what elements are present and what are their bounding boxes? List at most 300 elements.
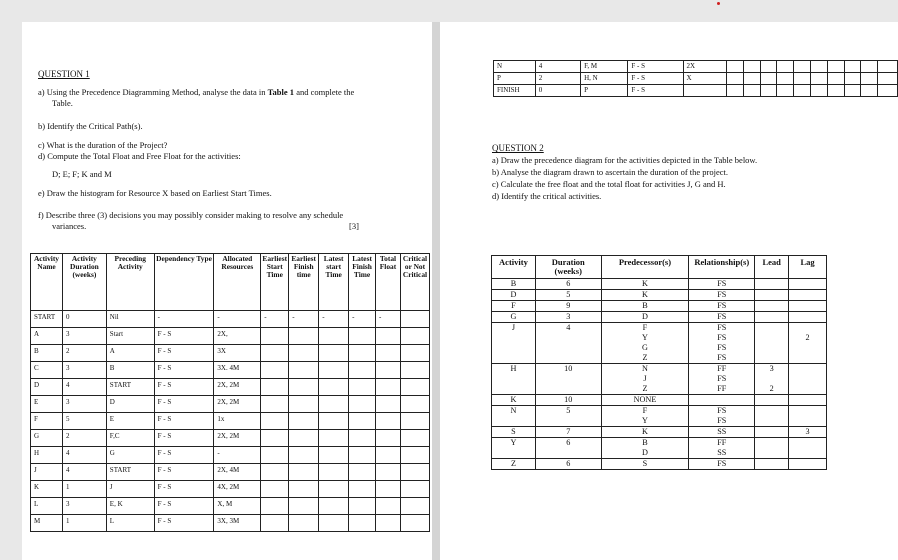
table-cell: FF [689,438,755,449]
table-cell [349,464,376,481]
table-cell [319,413,349,430]
table-cell: X, M [214,498,261,515]
table-1 [30,253,430,532]
table-cell: 2 [789,333,827,343]
table-cell: Z [492,459,536,470]
table-row [492,384,827,395]
table-cell: FS [689,333,755,343]
table-cell: F - S [154,379,214,396]
table-cell [827,73,844,85]
table-cell [376,464,401,481]
table-cell [376,515,401,532]
table-cell [289,345,319,362]
table-cell: FS [689,374,755,384]
table-cell: F - S [154,498,214,515]
table-cell [789,279,827,290]
table-cell [844,73,861,85]
table-cell: FS [689,406,755,417]
table-row [492,427,827,438]
table-cell: 3 [755,364,789,375]
table-cell [319,515,349,532]
table-cell: F - S [154,447,214,464]
table-cell [810,73,827,85]
table-cell [878,73,898,85]
table-cell: F - S [628,85,683,97]
table-cell: A [106,345,154,362]
table-cell [755,459,789,470]
table-cell [349,328,376,345]
table-cell [777,73,794,85]
table-cell: S [601,459,689,470]
table1-body [31,311,430,532]
table2-header: Lead [755,256,789,279]
table-cell [289,328,319,345]
table2-header: Lag [789,256,827,279]
table1-header: Critical or Not Critical [400,254,429,311]
table-row [31,430,430,447]
table-cell: Nil [106,311,154,328]
table-cell [349,362,376,379]
table-cell: E [106,413,154,430]
table-cell: F,C [106,430,154,447]
table-cell [760,61,777,73]
table-cell: 3 [62,498,106,515]
table-cell: 2X, 2M [214,396,261,413]
table-cell [289,413,319,430]
table-cell [878,61,898,73]
table-cell: - [319,311,349,328]
table-row [492,406,827,417]
table-cell: 4 [62,379,106,396]
status-dot [717,2,720,5]
table-cell: Z [601,384,689,395]
table-cell: E, K [106,498,154,515]
viewer-toolbar-area [0,0,898,22]
table-cell: D [492,290,536,301]
table-cell: FS [689,459,755,470]
table-2 [491,255,827,470]
table-cell [289,464,319,481]
table-cell: F - S [154,515,214,532]
table-cell [535,343,601,353]
table-cell: B [601,301,689,312]
table-cell [289,447,319,464]
table-cell [492,343,536,353]
table-cell [789,384,827,395]
table-cell: Z [601,353,689,364]
table-cell [492,448,536,459]
table-cell [861,61,878,73]
table-cell [492,374,536,384]
table-cell: 2 [62,345,106,362]
table-cell: Y [492,438,536,449]
table-cell: P [581,85,628,97]
table-row [492,290,827,301]
table-cell [755,279,789,290]
table-cell [349,447,376,464]
q1a-part2: and complete the [294,87,355,97]
table-cell [535,384,601,395]
table-cell [376,481,401,498]
table-cell: FS [689,323,755,334]
table1-header-row [31,254,430,311]
table-cell [844,85,861,97]
table-cell [726,73,743,85]
table-cell: F - S [628,61,683,73]
table-cell [755,448,789,459]
table-cell: 6 [535,279,601,290]
table2-body [492,279,827,470]
table-cell: - [154,311,214,328]
table-cell [400,362,429,379]
table-cell: K [601,427,689,438]
table-cell: FS [689,312,755,323]
table-cell: 0 [535,85,580,97]
table-cell [827,85,844,97]
table-cell [878,85,898,97]
table-cell [319,481,349,498]
table-cell: NONE [601,395,689,406]
table-cell [755,343,789,353]
table-cell: FF [689,384,755,395]
table-cell [492,416,536,427]
table-cell: 2 [535,73,580,85]
table-row [31,328,430,345]
table-cell [400,379,429,396]
table-cell [400,464,429,481]
table-row [31,481,430,498]
table-row [31,311,430,328]
table-cell: 4 [62,447,106,464]
table-cell [376,498,401,515]
table-cell: 2 [62,430,106,447]
table-row [31,345,430,362]
table-cell: P [494,73,536,85]
table-cell: G [106,447,154,464]
table-cell [755,333,789,343]
table-cell: FS [689,301,755,312]
table-cell [755,427,789,438]
table-cell [261,362,289,379]
table2-header: Activity [492,256,536,279]
table-cell: D [601,312,689,323]
table-cell [376,396,401,413]
table-cell [861,85,878,97]
continued-resource-table [493,60,898,97]
table-cell [777,85,794,97]
table-cell: 6 [535,459,601,470]
table-cell: FINISH [494,85,536,97]
q1a-text [38,87,354,97]
table-cell: N [601,364,689,375]
table-cell [760,73,777,85]
table-cell [789,353,827,364]
question1-title: QUESTION 1 [38,69,90,79]
table-cell [755,416,789,427]
q1d-text: d) Compute the Total Float and Free Float for the activities: [38,151,241,161]
table-cell: Start [106,328,154,345]
table-cell: 3X, 3M [214,515,261,532]
table-cell [492,333,536,343]
table-cell [289,515,319,532]
table2-header: Relationship(s) [689,256,755,279]
table2-header: Duration (weeks) [535,256,601,279]
table-cell: 3 [62,396,106,413]
q1b-text: b) Identify the Critical Path(s). [38,121,143,131]
table-cell: - [214,311,261,328]
continued-table-body [494,61,898,97]
q2c-text: c) Calculate the free float and the total float for activities J, G and H. [492,179,726,189]
table-cell: 3 [535,312,601,323]
table-cell: 2 [755,384,789,395]
table-cell: 1 [62,481,106,498]
table-cell: 3 [62,362,106,379]
table-cell [789,343,827,353]
table-cell [743,61,760,73]
table-cell [261,328,289,345]
table-cell: Y [601,416,689,427]
table-row [492,395,827,406]
table-cell: F [31,413,63,430]
table-cell [789,416,827,427]
table-cell: FS [689,279,755,290]
table-cell [755,374,789,384]
table-cell: 6 [535,438,601,449]
table-cell: 3X [214,345,261,362]
q1f-text: f) Describe three (3) decisions you may possibly consider making to resolve any schedule [38,210,344,220]
table-cell [349,379,376,396]
table1-header: Total Float [376,254,401,311]
table-cell [261,379,289,396]
table-cell [400,413,429,430]
table-cell [755,438,789,449]
table-cell [319,328,349,345]
q1d-items: D; E; F; K and M [52,169,112,179]
table-row [31,362,430,379]
table-cell: 5 [535,406,601,417]
table-cell [400,311,429,328]
table-cell [743,73,760,85]
table-cell [376,345,401,362]
table-cell [319,498,349,515]
left-page [22,22,432,560]
table-cell [789,459,827,470]
table-cell [261,447,289,464]
table-cell [743,85,760,97]
table-cell [844,61,861,73]
table-cell [755,323,789,334]
q2d-text: d) Identify the critical activities. [492,191,602,201]
table-cell [261,498,289,515]
table-row [31,413,430,430]
table2-header-row [492,256,827,279]
table-cell: H [31,447,63,464]
table-cell [349,345,376,362]
table-cell [827,61,844,73]
table-cell [319,362,349,379]
table-cell: F - S [154,328,214,345]
table1-header: Dependency Type [154,254,214,311]
table-cell [760,85,777,97]
table-cell [261,481,289,498]
table-cell [376,362,401,379]
table-cell: M [31,515,63,532]
table-cell: 9 [535,301,601,312]
table-cell [789,438,827,449]
table-cell: - [261,311,289,328]
q2b-text: b) Analyse the diagram drawn to ascertain the duration of the project. [492,167,729,177]
table-cell: 1x [214,413,261,430]
table-cell [400,430,429,447]
table-cell [755,301,789,312]
table-cell [289,362,319,379]
table-cell: Y [601,333,689,343]
table-cell [535,416,601,427]
table-cell [400,481,429,498]
table-cell [289,498,319,515]
table-row [494,73,898,85]
table-cell: 10 [535,364,601,375]
table-cell [535,353,601,364]
table2-header: Predecessor(s) [601,256,689,279]
table-cell: J [106,481,154,498]
table-cell: B [492,279,536,290]
table-cell: SS [689,427,755,438]
table-cell [755,312,789,323]
table-cell: FS [689,416,755,427]
table-cell: A [31,328,63,345]
table-cell: G [492,312,536,323]
table-cell: K [601,279,689,290]
table-cell [319,464,349,481]
table-cell [400,396,429,413]
table-cell: 5 [535,290,601,301]
table-row [492,416,827,427]
table-cell: 3 [789,427,827,438]
table-cell: - [214,447,261,464]
table1-header: Earliest Finish time [289,254,319,311]
table-cell [794,85,811,97]
table-cell [535,374,601,384]
table-cell: H, N [581,73,628,85]
table-cell [261,464,289,481]
table-cell: 2X, 2M [214,379,261,396]
table-cell: - [289,311,319,328]
table-cell: N [492,406,536,417]
table-row [492,343,827,353]
table-cell [794,61,811,73]
table-cell [789,395,827,406]
table-cell: F [492,301,536,312]
table1-header: Allocated Resources [214,254,261,311]
table-cell [755,406,789,417]
table-cell: N [494,61,536,73]
table-cell [726,85,743,97]
q1a-part1: a) Using the Precedence Diagramming Method, analyse the data in [38,87,268,97]
table-cell: F, M [581,61,628,73]
table-cell: B [31,345,63,362]
table-cell [789,323,827,334]
table-cell [261,345,289,362]
table-cell: 0 [62,311,106,328]
table-cell [810,61,827,73]
table-cell [289,379,319,396]
table-cell: J [492,323,536,334]
table-cell [755,395,789,406]
table-cell [349,481,376,498]
table-cell [319,345,349,362]
table-cell: START [106,379,154,396]
table-cell [319,447,349,464]
table-row [492,312,827,323]
table-cell: F [601,406,689,417]
table-cell [261,413,289,430]
table-cell: X [683,73,726,85]
table-cell [400,447,429,464]
table-row [492,279,827,290]
table-cell [535,333,601,343]
table-row [31,464,430,481]
table-cell [319,430,349,447]
table-cell: B [601,438,689,449]
table-cell: 4 [62,464,106,481]
table-cell [789,312,827,323]
table-cell: 7 [535,427,601,438]
table-cell [376,430,401,447]
table-row [31,498,430,515]
q2a-text: a) Draw the precedence diagram for the activities depicted in the Table below. [492,155,758,165]
table-cell [349,515,376,532]
table-row [494,61,898,73]
table-cell: - [349,311,376,328]
table-cell: S [492,427,536,438]
table-cell: 4 [535,61,580,73]
q1a-text-line2: Table. [52,98,73,108]
table-cell: 2X [683,61,726,73]
table-cell [261,515,289,532]
table-cell: F - S [154,481,214,498]
table-row [492,448,827,459]
table-cell [810,85,827,97]
table-cell: 2X, 4M [214,464,261,481]
table-row [31,396,430,413]
table-cell [689,395,755,406]
table-cell [376,328,401,345]
table-cell: 2X, 2M [214,430,261,447]
table-row [492,353,827,364]
table-cell: E [31,396,63,413]
table-cell: FF [689,364,755,375]
table-cell [261,430,289,447]
table-cell: L [106,515,154,532]
table-cell [289,430,319,447]
table-cell: K [492,395,536,406]
table-cell [349,396,376,413]
table-cell: C [31,362,63,379]
table-cell [400,345,429,362]
table-cell: F - S [154,362,214,379]
table-cell: SS [689,448,755,459]
q1f-marks: [3] [349,221,359,231]
table1-header: Earliest Start Time [261,254,289,311]
table-cell [376,413,401,430]
table-cell [535,448,601,459]
table-cell [861,73,878,85]
table-cell [289,481,319,498]
table-cell: F - S [154,413,214,430]
table-cell: FS [689,343,755,353]
q1c-text: c) What is the duration of the Project? [38,140,168,150]
